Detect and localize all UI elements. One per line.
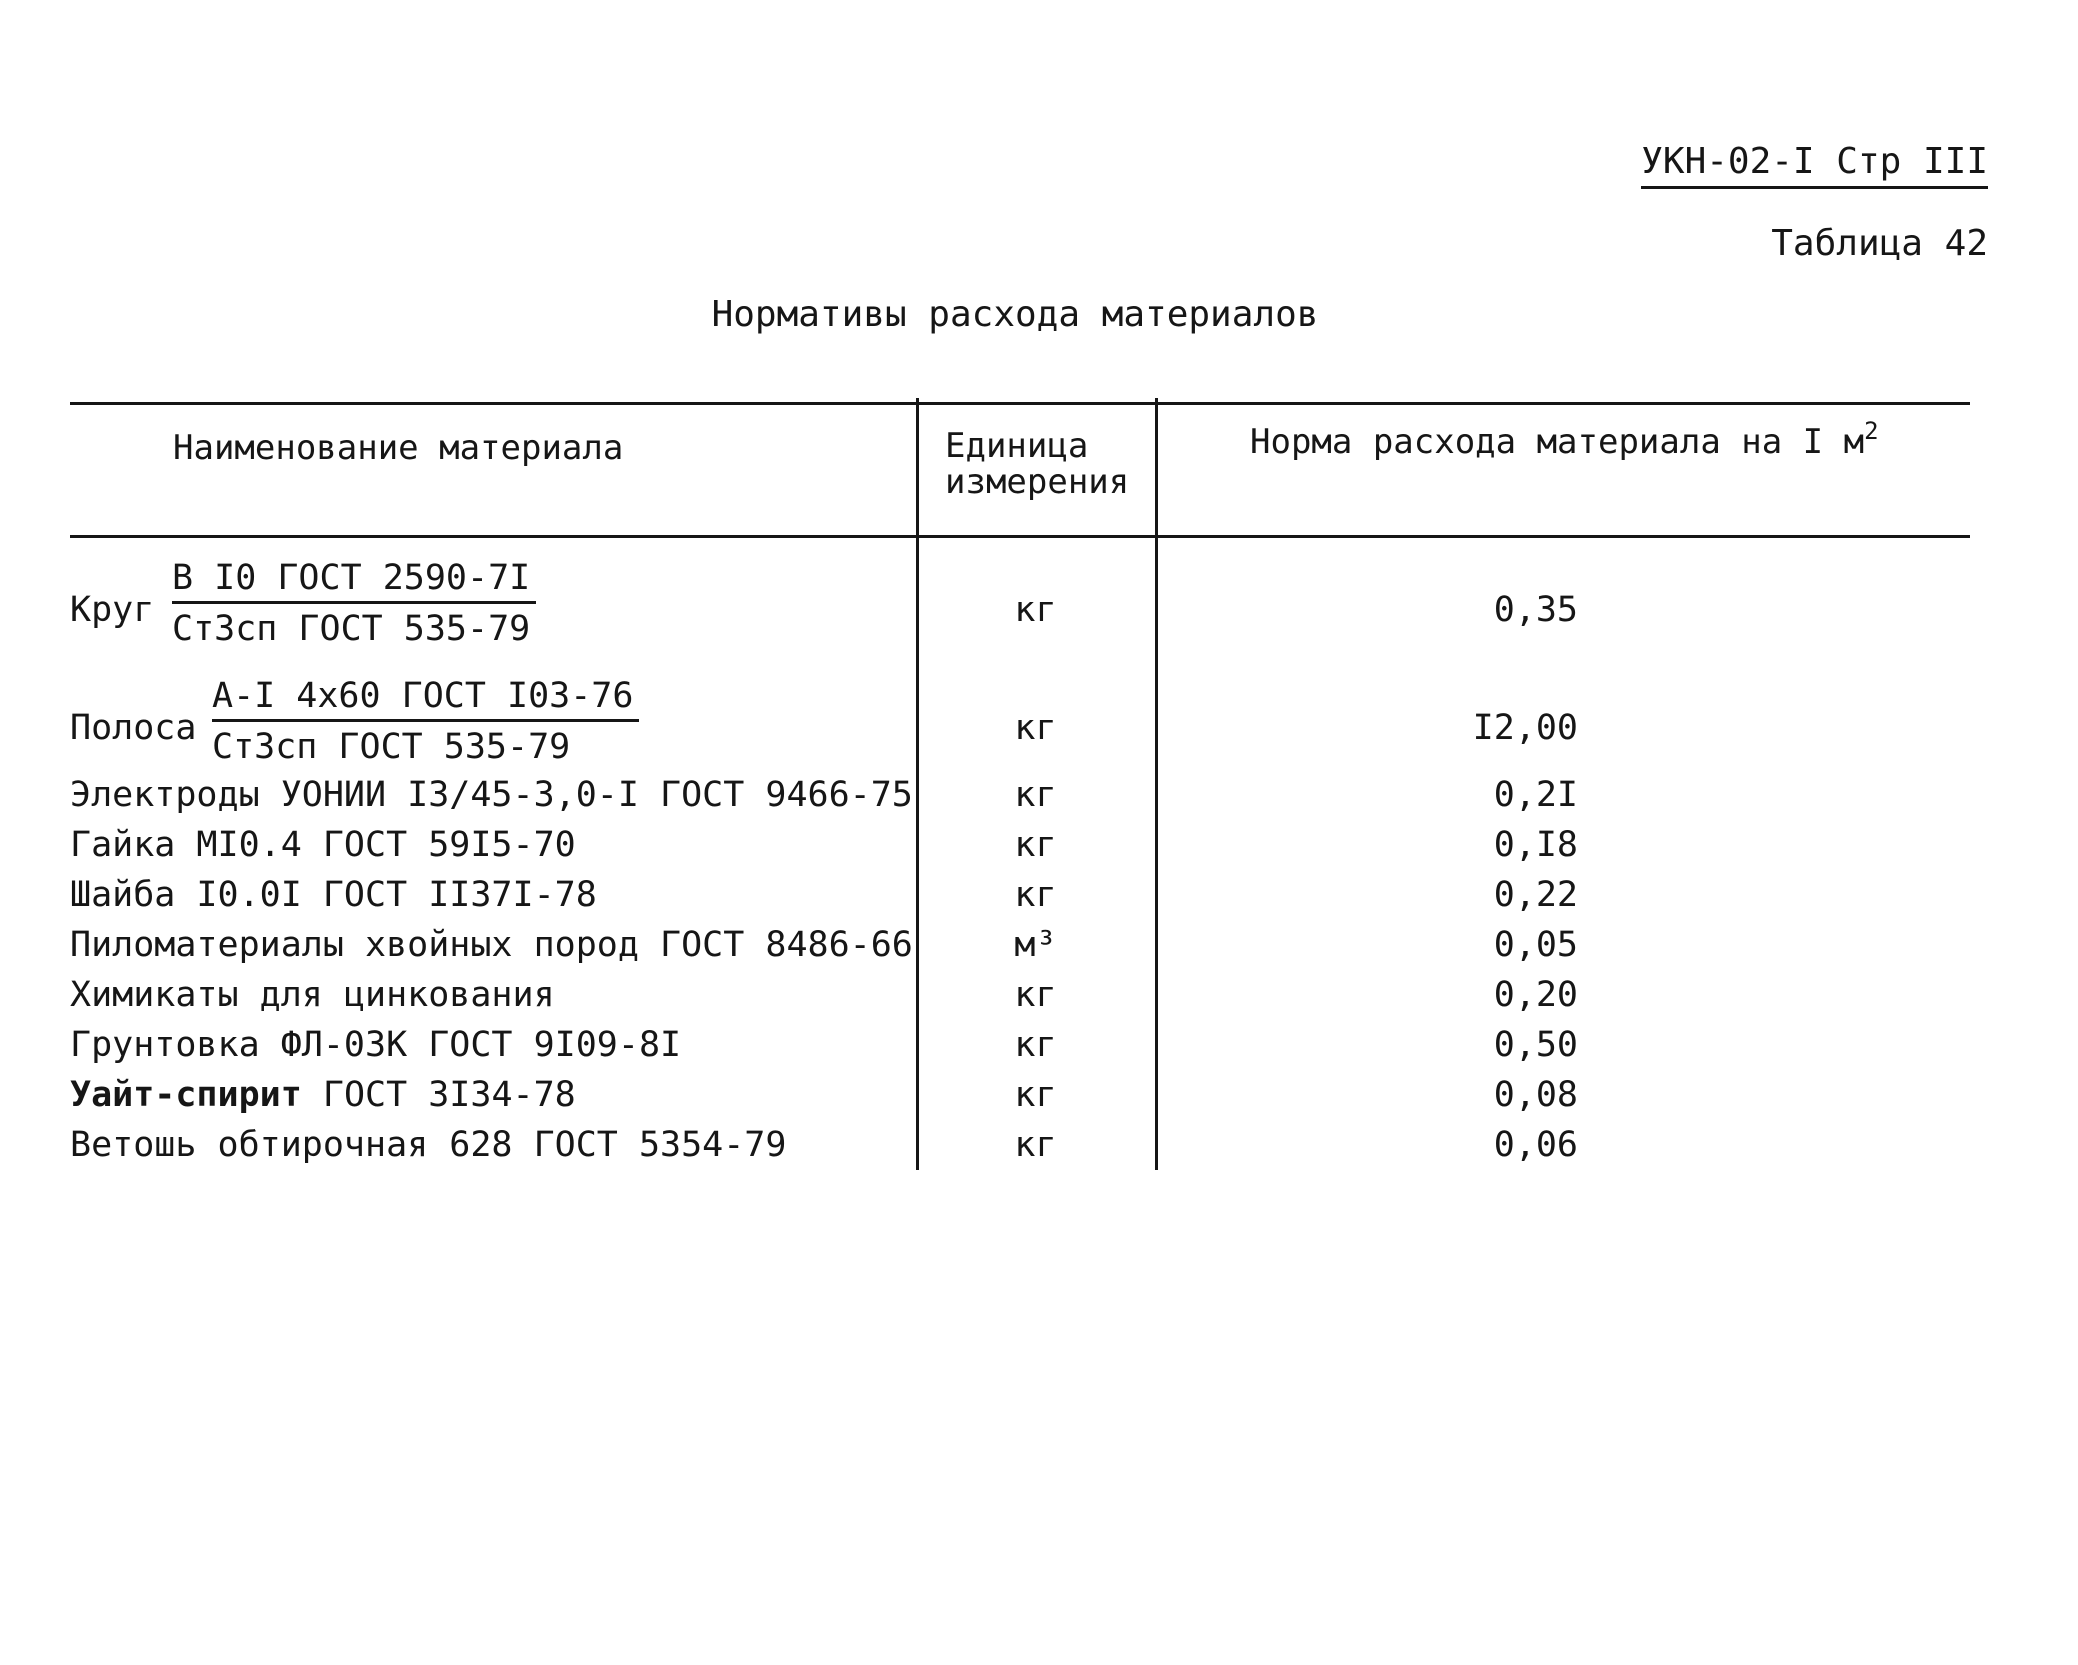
column-header-unit-line1: Единица bbox=[945, 426, 1089, 466]
row-name: Электроды УОНИИ I3/45-3,0-I ГОСТ 9466-75 bbox=[70, 775, 913, 815]
row-name: Шайба I0.0I ГОСТ II37I-78 bbox=[70, 875, 597, 915]
row-name: Пиломатериалы хвойных пород ГОСТ 8486-66 bbox=[70, 925, 913, 965]
fraction-numerator: А-I 4х60 ГОСТ I03-76 bbox=[212, 673, 639, 722]
table-top-rule bbox=[70, 402, 1970, 405]
row-name: Гайка МI0.4 ГОСТ 59I5-70 bbox=[70, 825, 576, 865]
column-header-unit-line2: измерения bbox=[945, 462, 1130, 502]
row-name-fraction bbox=[212, 673, 639, 772]
column-header-norm bbox=[1250, 417, 1879, 462]
fraction-denominator: Ст3сп ГОСТ 535-79 bbox=[172, 609, 531, 649]
fraction-numerator: В I0 ГОСТ 2590-7I bbox=[172, 555, 536, 604]
row-unit: кг bbox=[1014, 708, 1057, 748]
table-row bbox=[0, 1070, 2078, 1120]
row-unit: кг bbox=[1014, 975, 1057, 1015]
column-header-name: Наименование материала bbox=[173, 428, 624, 468]
row-unit: кг bbox=[1014, 775, 1057, 815]
row-value: 0,06 bbox=[1493, 1125, 1578, 1165]
row-value: 0,20 bbox=[1493, 975, 1578, 1015]
row-value: 0,50 bbox=[1493, 1025, 1578, 1065]
row-unit: кг bbox=[1014, 825, 1057, 865]
row-value: 0,2I bbox=[1493, 775, 1578, 815]
row-unit: кг bbox=[1014, 875, 1057, 915]
document-title: Нормативы расхода материалов bbox=[711, 294, 1319, 335]
column-header-norm-text: Норма расхода материала на I м bbox=[1250, 422, 1865, 462]
row-name bbox=[70, 1070, 576, 1120]
table-row bbox=[0, 770, 2078, 820]
table-row bbox=[0, 1120, 2078, 1170]
table-row bbox=[0, 1020, 2078, 1070]
table-number: Таблица 42 bbox=[1771, 223, 1988, 264]
row-value: 0,08 bbox=[1493, 1075, 1578, 1115]
row-unit: кг bbox=[1014, 1075, 1057, 1115]
row-unit: кг bbox=[1014, 1125, 1057, 1165]
row-unit: м³ bbox=[1014, 925, 1057, 965]
row-unit: кг bbox=[1014, 590, 1057, 630]
row-unit: кг bbox=[1014, 1025, 1057, 1065]
row-value: I2,00 bbox=[1472, 708, 1578, 748]
row-name: Ветошь обтирочная 628 ГОСТ 5354-79 bbox=[70, 1125, 787, 1165]
row-name-rest: ГОСТ 3I34-78 bbox=[301, 1075, 576, 1115]
row-value: 0,22 bbox=[1493, 875, 1578, 915]
row-name-fraction bbox=[172, 555, 536, 654]
column-header-unit bbox=[945, 428, 1145, 500]
table-row bbox=[0, 820, 2078, 870]
document-code: УКН-02-I Стр III bbox=[1641, 140, 1988, 189]
row-name-lead: Круг bbox=[70, 590, 155, 630]
table-row bbox=[0, 970, 2078, 1020]
fraction-denominator: Ст3сп ГОСТ 535-79 bbox=[212, 727, 571, 767]
row-value: 0,05 bbox=[1493, 925, 1578, 965]
row-name-lead: Полоса bbox=[70, 708, 197, 748]
table-row bbox=[0, 673, 2078, 783]
table-row bbox=[0, 920, 2078, 970]
row-value: 0,I8 bbox=[1493, 825, 1578, 865]
table-row bbox=[0, 870, 2078, 920]
row-value: 0,35 bbox=[1493, 590, 1578, 630]
table-row bbox=[0, 555, 2078, 665]
column-header-norm-superscript: 2 bbox=[1864, 417, 1879, 445]
row-name: Грунтовка ФЛ-03К ГОСТ 9I09-8I bbox=[70, 1025, 682, 1065]
table-header-rule bbox=[70, 535, 1970, 538]
row-name: Химикаты для цинкования bbox=[70, 975, 555, 1015]
row-name-bold: Уайт-спирит bbox=[70, 1075, 302, 1115]
